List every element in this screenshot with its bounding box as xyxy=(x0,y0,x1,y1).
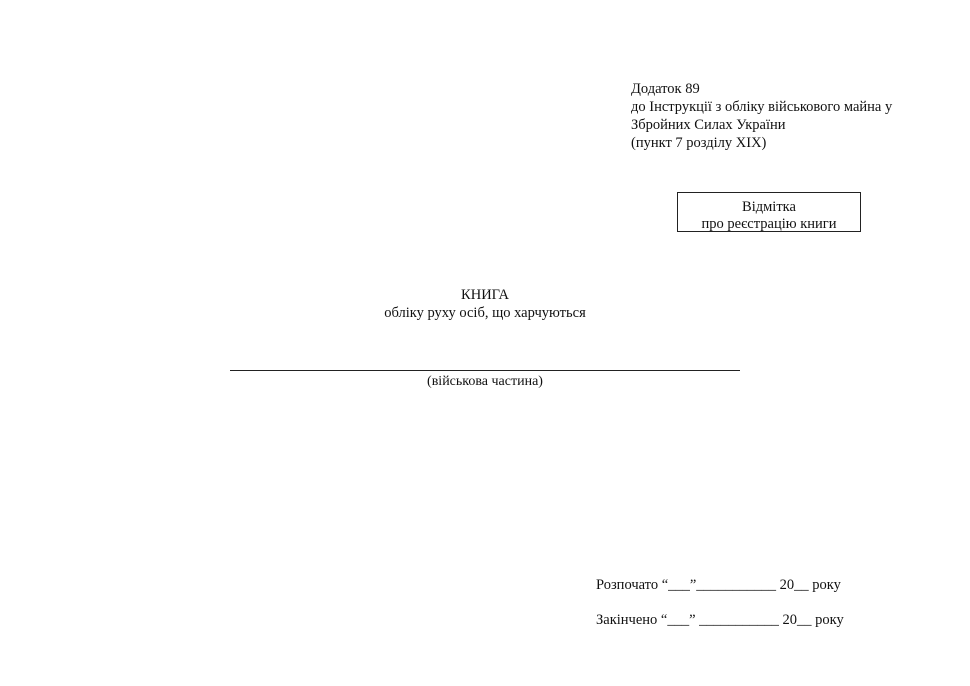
book-subtitle: обліку руху осіб, що харчуються xyxy=(384,305,586,321)
book-title: КНИГА xyxy=(461,287,509,303)
military-unit-caption: (військова частина) xyxy=(427,374,543,389)
registration-mark-box xyxy=(677,192,861,232)
started-date-line: Розпочато “___”___________ 20__ року xyxy=(596,577,841,593)
finished-date-line: Закінчено “___” ___________ 20__ року xyxy=(596,612,844,628)
military-unit-fill-line xyxy=(230,370,740,371)
book-heading xyxy=(335,286,635,322)
registration-mark-label: Відмітка xyxy=(742,199,796,215)
registration-mark-sublabel: про реєстрацію книги xyxy=(701,216,837,232)
appendix-instruction-line: до Інструкції з обліку військового майна у xyxy=(631,99,893,115)
dates-block xyxy=(596,576,844,629)
appendix-section-line: (пункт 7 розділу XIX) xyxy=(631,135,767,151)
appendix-number: Додаток 89 xyxy=(631,81,700,97)
appendix-armed-forces-line: Збройних Силах України xyxy=(631,117,786,133)
appendix-reference xyxy=(631,80,892,152)
